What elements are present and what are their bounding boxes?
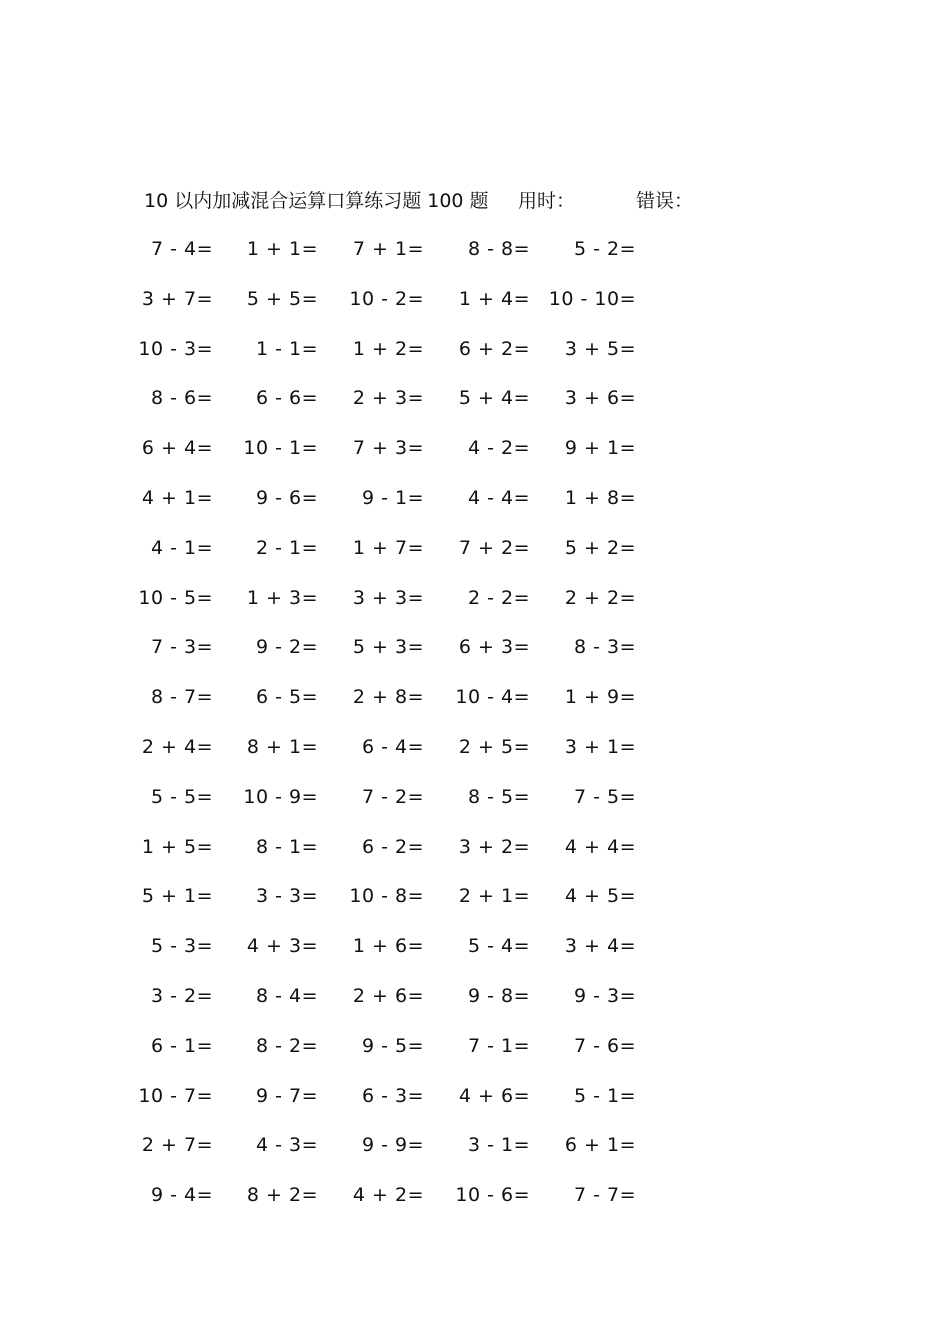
- problem-row: [0, 1081, 950, 1131]
- problem-item: 8 + 1=: [246, 735, 318, 758]
- problem-item: 4 + 6=: [458, 1084, 530, 1107]
- problem-item: 5 + 1=: [141, 885, 213, 908]
- problem-row: [0, 1130, 950, 1180]
- problem-item: 6 - 2=: [361, 835, 424, 858]
- problem-item: 2 + 6=: [352, 984, 424, 1007]
- problem-item: 10 - 2=: [349, 287, 424, 310]
- problem-item: 7 - 6=: [573, 1034, 636, 1057]
- problem-item: 5 - 5=: [150, 785, 213, 808]
- problem-item: 10 - 3=: [138, 337, 213, 360]
- problem-item: 4 + 5=: [564, 885, 636, 908]
- problem-item: 10 - 8=: [349, 885, 424, 908]
- problem-item: 1 + 4=: [458, 287, 530, 310]
- problem-item: 7 - 2=: [361, 785, 424, 808]
- problem-item: 3 - 2=: [150, 984, 213, 1007]
- problem-item: 1 + 1=: [246, 238, 318, 260]
- problem-row: [0, 782, 950, 832]
- problem-item: 6 - 4=: [361, 735, 424, 758]
- problem-row: [0, 234, 950, 284]
- problem-row: [0, 832, 950, 882]
- problem-item: 8 - 4=: [255, 984, 318, 1007]
- problem-item: 3 - 1=: [467, 1134, 530, 1157]
- problem-item: 1 + 2=: [352, 337, 424, 360]
- problem-item: 9 - 3=: [573, 984, 636, 1007]
- problem-item: 9 - 9=: [361, 1134, 424, 1157]
- problem-item: 6 + 1=: [564, 1134, 636, 1157]
- problem-item: 7 - 5=: [573, 785, 636, 808]
- problem-row: [0, 533, 950, 583]
- problem-item: 1 + 8=: [564, 486, 636, 509]
- problem-item: 6 + 4=: [141, 437, 213, 460]
- time-used-label: 用时：: [518, 190, 576, 212]
- problem-item: 9 + 1=: [564, 437, 636, 460]
- problem-item: 1 + 6=: [352, 935, 424, 958]
- problem-row: [0, 284, 950, 334]
- problem-item: 8 - 2=: [255, 1034, 318, 1057]
- problem-item: 2 + 5=: [458, 735, 530, 758]
- problem-item: 5 + 5=: [246, 287, 318, 310]
- problem-item: 7 - 1=: [467, 1034, 530, 1057]
- problem-item: 9 - 8=: [467, 984, 530, 1007]
- problem-item: 3 + 7=: [141, 287, 213, 310]
- problem-item: 1 + 5=: [141, 835, 213, 858]
- problem-row: [0, 632, 950, 682]
- problem-item: 5 + 3=: [352, 636, 424, 659]
- problem-item: 2 + 7=: [141, 1134, 213, 1157]
- problem-item: 7 + 2=: [458, 536, 530, 559]
- problem-row: [0, 881, 950, 931]
- problem-row: [0, 433, 950, 483]
- problem-item: 7 - 4=: [150, 238, 213, 260]
- problem-item: 4 - 1=: [150, 536, 213, 559]
- problem-item: 6 - 3=: [361, 1084, 424, 1107]
- problem-item: 4 - 4=: [467, 486, 530, 509]
- problem-row: [0, 483, 950, 533]
- problem-item: 8 - 8=: [467, 238, 530, 260]
- problem-item: 7 - 7=: [573, 1184, 636, 1207]
- problem-item: 4 - 2=: [467, 437, 530, 460]
- problem-item: 5 - 2=: [573, 238, 636, 260]
- problem-item: 8 - 7=: [150, 686, 213, 709]
- problem-item: 2 + 4=: [141, 735, 213, 758]
- problem-item: 6 - 1=: [150, 1034, 213, 1057]
- problem-item: 4 + 4=: [564, 835, 636, 858]
- problem-item: 10 - 5=: [138, 586, 213, 609]
- problem-item: 8 - 6=: [150, 387, 213, 410]
- problem-item: 2 - 1=: [255, 536, 318, 559]
- problem-item: 4 + 1=: [141, 486, 213, 509]
- problem-item: 3 - 3=: [255, 885, 318, 908]
- problem-item: 5 - 4=: [467, 935, 530, 958]
- problem-item: 9 - 2=: [255, 636, 318, 659]
- problem-item: 4 + 3=: [246, 935, 318, 958]
- problem-row: [0, 931, 950, 981]
- problem-item: 3 + 6=: [564, 387, 636, 410]
- problem-item: 5 - 1=: [573, 1084, 636, 1107]
- problem-item: 7 + 1=: [352, 238, 424, 260]
- problem-item: 1 - 1=: [255, 337, 318, 360]
- problem-item: 2 + 2=: [564, 586, 636, 609]
- problem-item: 4 - 3=: [255, 1134, 318, 1157]
- problem-row: [0, 981, 950, 1031]
- problem-item: 9 - 7=: [255, 1084, 318, 1107]
- problem-item: 10 - 9=: [243, 785, 318, 808]
- problem-row: [0, 334, 950, 384]
- problem-row: [0, 1180, 950, 1230]
- problem-item: 9 - 6=: [255, 486, 318, 509]
- problem-item: 2 + 3=: [352, 387, 424, 410]
- problem-row: [0, 383, 950, 433]
- problem-item: 8 - 3=: [573, 636, 636, 659]
- problem-item: 6 + 3=: [458, 636, 530, 659]
- problem-item: 4 + 2=: [352, 1184, 424, 1207]
- problem-item: 8 + 2=: [246, 1184, 318, 1207]
- problem-item: 10 - 10=: [548, 287, 636, 310]
- problem-item: 1 + 3=: [246, 586, 318, 609]
- problem-item: 6 - 5=: [255, 686, 318, 709]
- problem-item: 3 + 5=: [564, 337, 636, 360]
- error-count-label: 错误：: [636, 190, 694, 212]
- problem-row: [0, 732, 950, 782]
- problem-item: 10 - 6=: [455, 1184, 530, 1207]
- problem-item: 2 + 1=: [458, 885, 530, 908]
- problem-row: [0, 1031, 950, 1081]
- problem-item: 2 - 2=: [467, 586, 530, 609]
- problem-item: 6 + 2=: [458, 337, 530, 360]
- problem-item: 8 - 5=: [467, 785, 530, 808]
- problem-item: 9 - 1=: [361, 486, 424, 509]
- problem-row: [0, 583, 950, 633]
- problem-item: 10 - 4=: [455, 686, 530, 709]
- problem-item: 6 - 6=: [255, 387, 318, 410]
- worksheet-title: 10 以内加减混合运算口算练习题 100 题: [144, 190, 489, 212]
- problem-item: 9 - 4=: [150, 1184, 213, 1207]
- problem-item: 3 + 2=: [458, 835, 530, 858]
- problem-row: [0, 682, 950, 732]
- problem-item: 10 - 7=: [138, 1084, 213, 1107]
- problem-item: 5 + 4=: [458, 387, 530, 410]
- problem-grid: [0, 234, 950, 1230]
- problem-item: 3 + 4=: [564, 935, 636, 958]
- problem-item: 7 + 3=: [352, 437, 424, 460]
- problem-item: 2 + 8=: [352, 686, 424, 709]
- problem-item: 3 + 3=: [352, 586, 424, 609]
- problem-item: 1 + 9=: [564, 686, 636, 709]
- problem-item: 1 + 7=: [352, 536, 424, 559]
- problem-item: 10 - 1=: [243, 437, 318, 460]
- problem-item: 8 - 1=: [255, 835, 318, 858]
- problem-item: 5 - 3=: [150, 935, 213, 958]
- problem-item: 5 + 2=: [564, 536, 636, 559]
- problem-item: 3 + 1=: [564, 735, 636, 758]
- problem-item: 9 - 5=: [361, 1034, 424, 1057]
- problem-item: 7 - 3=: [150, 636, 213, 659]
